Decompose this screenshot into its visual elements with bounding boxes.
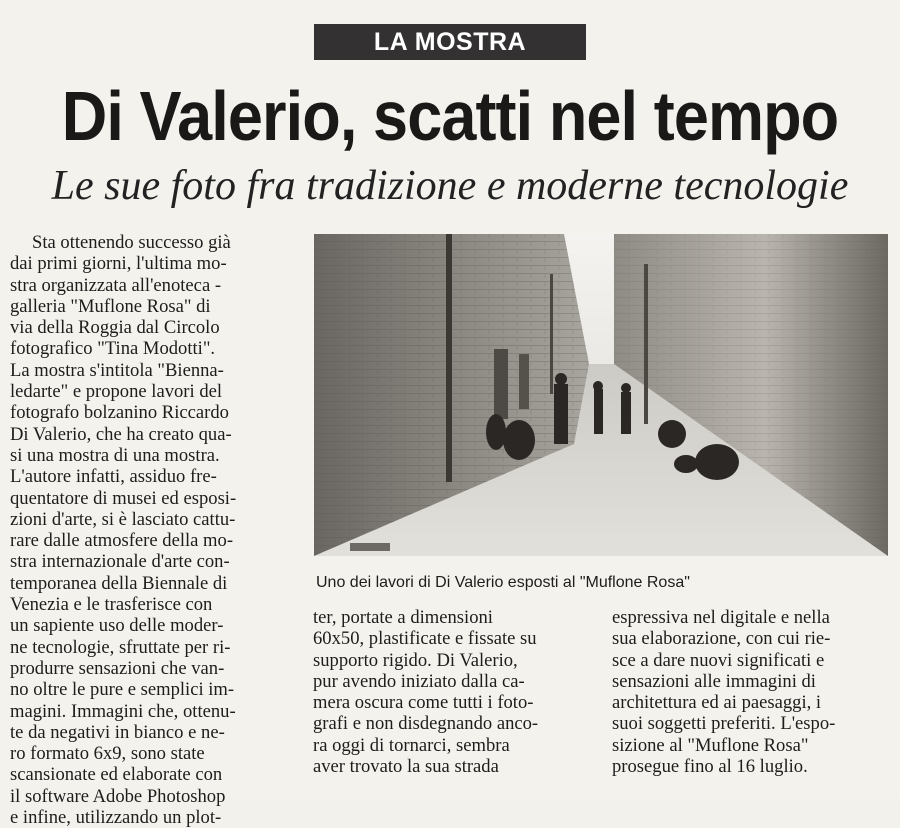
subheadline: Le sue foto fra tradizione e moderne tecnologie <box>51 163 849 209</box>
body-column-3: espressiva nel digitale e nella sua elaborazione, con cui rie- sce a dare nuovi significati e sensazioni alle immagini di architettura ed ai paesaggi, i suoi soggetti preferiti. L'espo- sizione al "Muflone Rosa" prosegue fino al 16 luglio. <box>612 607 836 778</box>
body-column-1: Sta ottenendo successo già dai primi giorni, l'ultima mo- stra organizzata all'enoteca - galleria "Muflone Rosa" di via della Roggia dal Circolo fotografico "Tina Modotti". La mostra s'intitola "Bienna- ledarte" e propone lavori del fotografo bolzanino Riccardo Di Valerio, che ha creato qua- si una mostra di una mostra. L'autore infatti, assiduo fre- quentatore di musei ed esposi- zioni d'arte, si è lasciato cattu- rare dalle atmosfere della mo- stra internazionale d'arte con- temporanea della Biennale di Venezia e le trasferisce con un sapiente uso delle moder- ne tecnologie, sfruttate per ri- produrre sensazioni che van- no oltre le pure e semplici im- magini. Immagini che, ottenu- te da negativi in bianco e ne- ro formato 6x9, sono state scansionate ed elaborate con il software Adobe Photoshop e infine, utilizzando un plot- <box>10 232 237 828</box>
section-kicker: LA MOSTRA <box>314 24 586 60</box>
photo-caption: Uno dei lavori di Di Valerio esposti al "Muflone Rosa" <box>316 574 690 591</box>
article-photo <box>314 234 888 556</box>
body-column-2: ter, portate a dimensioni 60x50, plastificate e fissate su supporto rigido. Di Valerio, pur avendo iniziato dalla ca- mera oscura come tutti i foto- grafi e non disdegnando anco- ra oggi di tornarci, sembra aver trovato la sua strada <box>313 607 539 778</box>
headline: Di Valerio, scatti nel tempo <box>61 77 839 155</box>
